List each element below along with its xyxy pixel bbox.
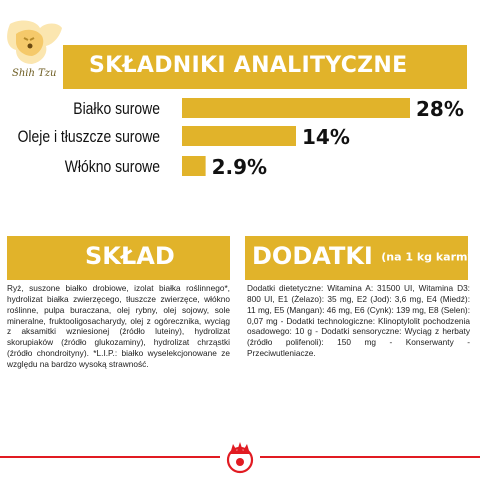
- logo-text: Shih Tzu: [12, 68, 57, 79]
- footer-logo: [220, 438, 260, 480]
- brand-logo: [2, 14, 68, 84]
- header-banner: [63, 45, 467, 89]
- value-label: 28%: [416, 97, 464, 121]
- sklad-banner: [7, 236, 230, 280]
- bar: [182, 98, 410, 118]
- dodatki-subtitle: (na 1 kg karmy): [381, 250, 480, 264]
- value-label: 14%: [302, 125, 350, 149]
- category-label: Białko surowe: [73, 99, 161, 119]
- page-title: SKŁADNIKI ANALITYCZNE: [89, 53, 408, 78]
- dodatki-title-wrap: [252, 242, 480, 270]
- dodatki-title: DODATKI: [252, 242, 373, 270]
- category-label: Włókno surowe: [64, 157, 161, 177]
- dodatki-text: Dodatki dietetyczne: Witamina A: 31500 UI, Witamina D3: 800 UI, E1 (Żelazo): 35 mg, E2 (Jod): 3,6 mg, E4 (Miedź): 11 mg, E5 (Mangan): 46 mg, E6 (Cynk): 139 mg, E8 (Selen): 0,07 mg - Dodatki technologiczne: Klinoptylolit pochodzenia osadowego: 10 g - Dodatki sensoryczne: Wyciąg z herbaty (źródło polifenoli): 150 mg - Konserwanty - Przeciwutleniacze.: [247, 283, 470, 359]
- chart-svg: [0, 96, 480, 190]
- analytical-chart: [0, 96, 480, 190]
- dodatki-banner: [245, 236, 480, 280]
- value-label: 2.9%: [211, 155, 268, 179]
- bar: [182, 156, 206, 176]
- category-label: Oleje i tłuszcze surowe: [17, 127, 161, 147]
- sklad-title: SKŁAD: [85, 242, 175, 270]
- sklad-text: Ryż, suszone białko drobiowe, izolat białka roślinnego*, hydrolizat białka zwierzęcego, tłuszcze zwierzęce, włókno roślinne, pulpa buraczana, olej rybny, olej sojowy, sole mineralne, fruktooligosacharydy, olej z ogórecznika, wyciąg z aksamitki wzniesionej (źródło luteiny), hydrolizat skorupiaków (źródło glukozaminy), hydrolizat chrząstki (źródło chondroityny). *L.I.P.: białko wyselekcjonowane ze względu na bardzo wysoką strawność.: [7, 283, 230, 369]
- bar: [182, 126, 296, 146]
- shih-tzu-dog-icon: [2, 14, 68, 70]
- royal-canin-crown-icon: [223, 440, 257, 476]
